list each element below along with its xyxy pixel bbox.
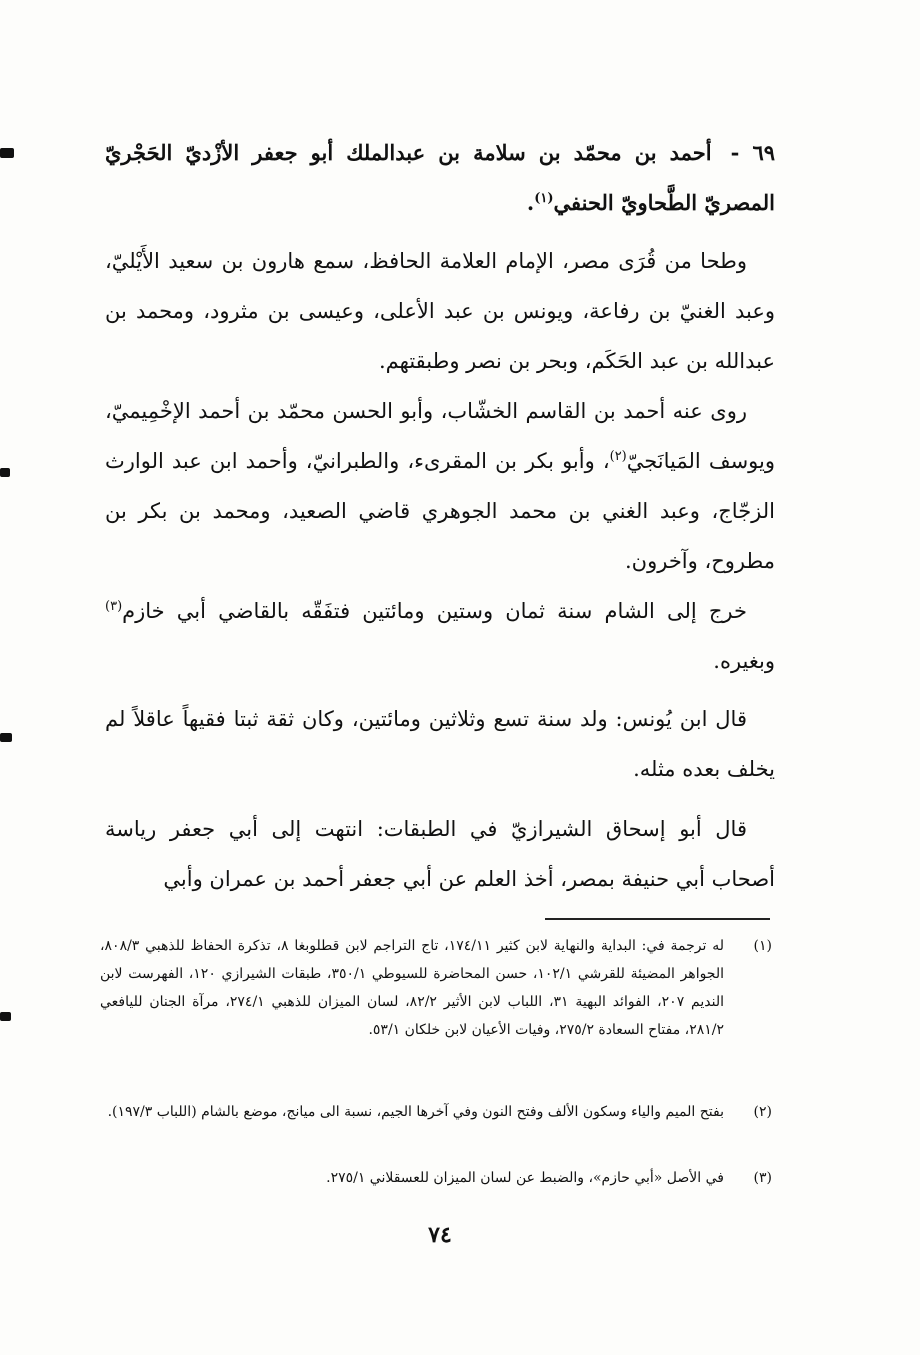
paragraph-narrators xyxy=(105,386,775,586)
footnote-text: في الأصل «أبي حازم»، والضبط عن لسان الميزان للعسقلاني ٢٧٥/١. xyxy=(326,1170,724,1186)
footnote-text: له ترجمة في: البداية والنهاية لابن كثير ١٧٤/١١، تاج التراجم لابن قطلوبغا ٨، تذكرة الحفاظ للذهبي ٨٠٨/٣، الجواهر المضيئة للقرشي ١٠٢/١، حسن المحاضرة للسيوطي ٣٥٠/١، طبقات الشيرازي ١٢٠، الفهرست لابن النديم ٢٠٧، الفوائد البهية ٣١، اللباب لابن الأثير ٨٢/٢، لسان الميزان للذهبي ٢٧٤/١، مرآة الجنان لليافعي ٢٨١/٢، مفتاح السعادة ٢٧٥/٢، وفيات الأعيان لابن خلكان ٥٣/١. xyxy=(100,938,725,1038)
footnote-1 xyxy=(100,932,772,1044)
entry-title: أحمد بن محمّد بن سلامة بن عبدالملك أبو جعفر الأزْديّ الحَجْريّ المصريّ الطَّحاويّ الحنفي xyxy=(105,140,775,215)
paragraph-travel-part2: وبغيره. xyxy=(713,649,775,673)
scan-mark xyxy=(0,1012,11,1021)
paragraph-birthplace: وطحا من قُرَى مصر، الإمام العلامة الحافظ، سمع هارون بن سعيد الأَيْليّ، وعبد الغنيّ بن رفاعة، ويونس بن عبد الأعلى، وعيسى بن مثرود، ومحمد بن عبدالله بن عبد الحَكَم، وبحر بن نصر وطبقتهم. xyxy=(105,249,775,373)
footnote-ref-3: (٣) xyxy=(105,599,123,614)
paragraph-narrators-part2: ، وأبو بكر بن المقرىء، والطبرانيّ، وأحمد ابن عبد الوارث الزجّاج، وعبد الغني بن محمد الجوهري قاضي الصعيد، ومحمد بن بكر بن مطروح، وآخرون. xyxy=(105,449,775,573)
footnote-ref-1: (١) xyxy=(534,191,554,206)
footnote-number: (٣) xyxy=(753,1170,772,1186)
scan-mark xyxy=(0,148,14,158)
entry-number: ٦٩ - xyxy=(730,140,776,165)
scan-mark xyxy=(0,733,12,742)
scan-mark xyxy=(0,468,10,477)
page-number: ٧٤ xyxy=(428,1222,452,1248)
paragraph-travel xyxy=(105,586,775,686)
footnote-divider xyxy=(545,918,770,920)
footnote-number: (١) xyxy=(753,938,772,954)
footnote-2 xyxy=(100,1098,772,1126)
footnote-3 xyxy=(100,1164,772,1192)
paragraph-ibn-yunus: قال ابن يُونس: ولد سنة تسع وثلاثين ومائتين، وكان ثقة ثبتا فقيهاً عاقلاً لم يخلف بعده مثله. xyxy=(105,707,775,781)
footnote-text: بفتح الميم والياء وسكون الألف وفتح النون وفي آخرها الجيم، نسبة الى ميانج، موضع بالشام (اللباب ١٩٧/٣). xyxy=(107,1104,724,1120)
paragraph-shirazi: قال أبو إسحاق الشيرازيّ في الطبقات: انتهت إلى أبي جعفر رياسة أصحاب أبي حنيفة بمصر، أخذ العلم عن أبي جعفر أحمد بن عمران وأبي xyxy=(105,817,775,891)
entry-heading: ٦٩ - أحمد بن محمّد بن سلامة بن عبدالملك أبو جعفر الأزْديّ الحَجْريّ المصريّ الطَّحاويّ الحنفي$^{(١)}$. xyxy=(105,140,776,215)
paragraph-narrators-part1: روى عنه أحمد بن القاسم الخشّاب، وأبو الحسن محمّد بن أحمد الإخْمِيميّ، ويوسف المَيانَجيّ xyxy=(105,399,776,473)
footnote-number: (٢) xyxy=(753,1104,772,1120)
footnote-ref-2: (٢) xyxy=(609,449,627,464)
paragraph-travel-part1: خرج إلى الشام سنة ثمان وستين ومائتين فتفَقّه بالقاضي أبي خازم xyxy=(122,599,747,623)
